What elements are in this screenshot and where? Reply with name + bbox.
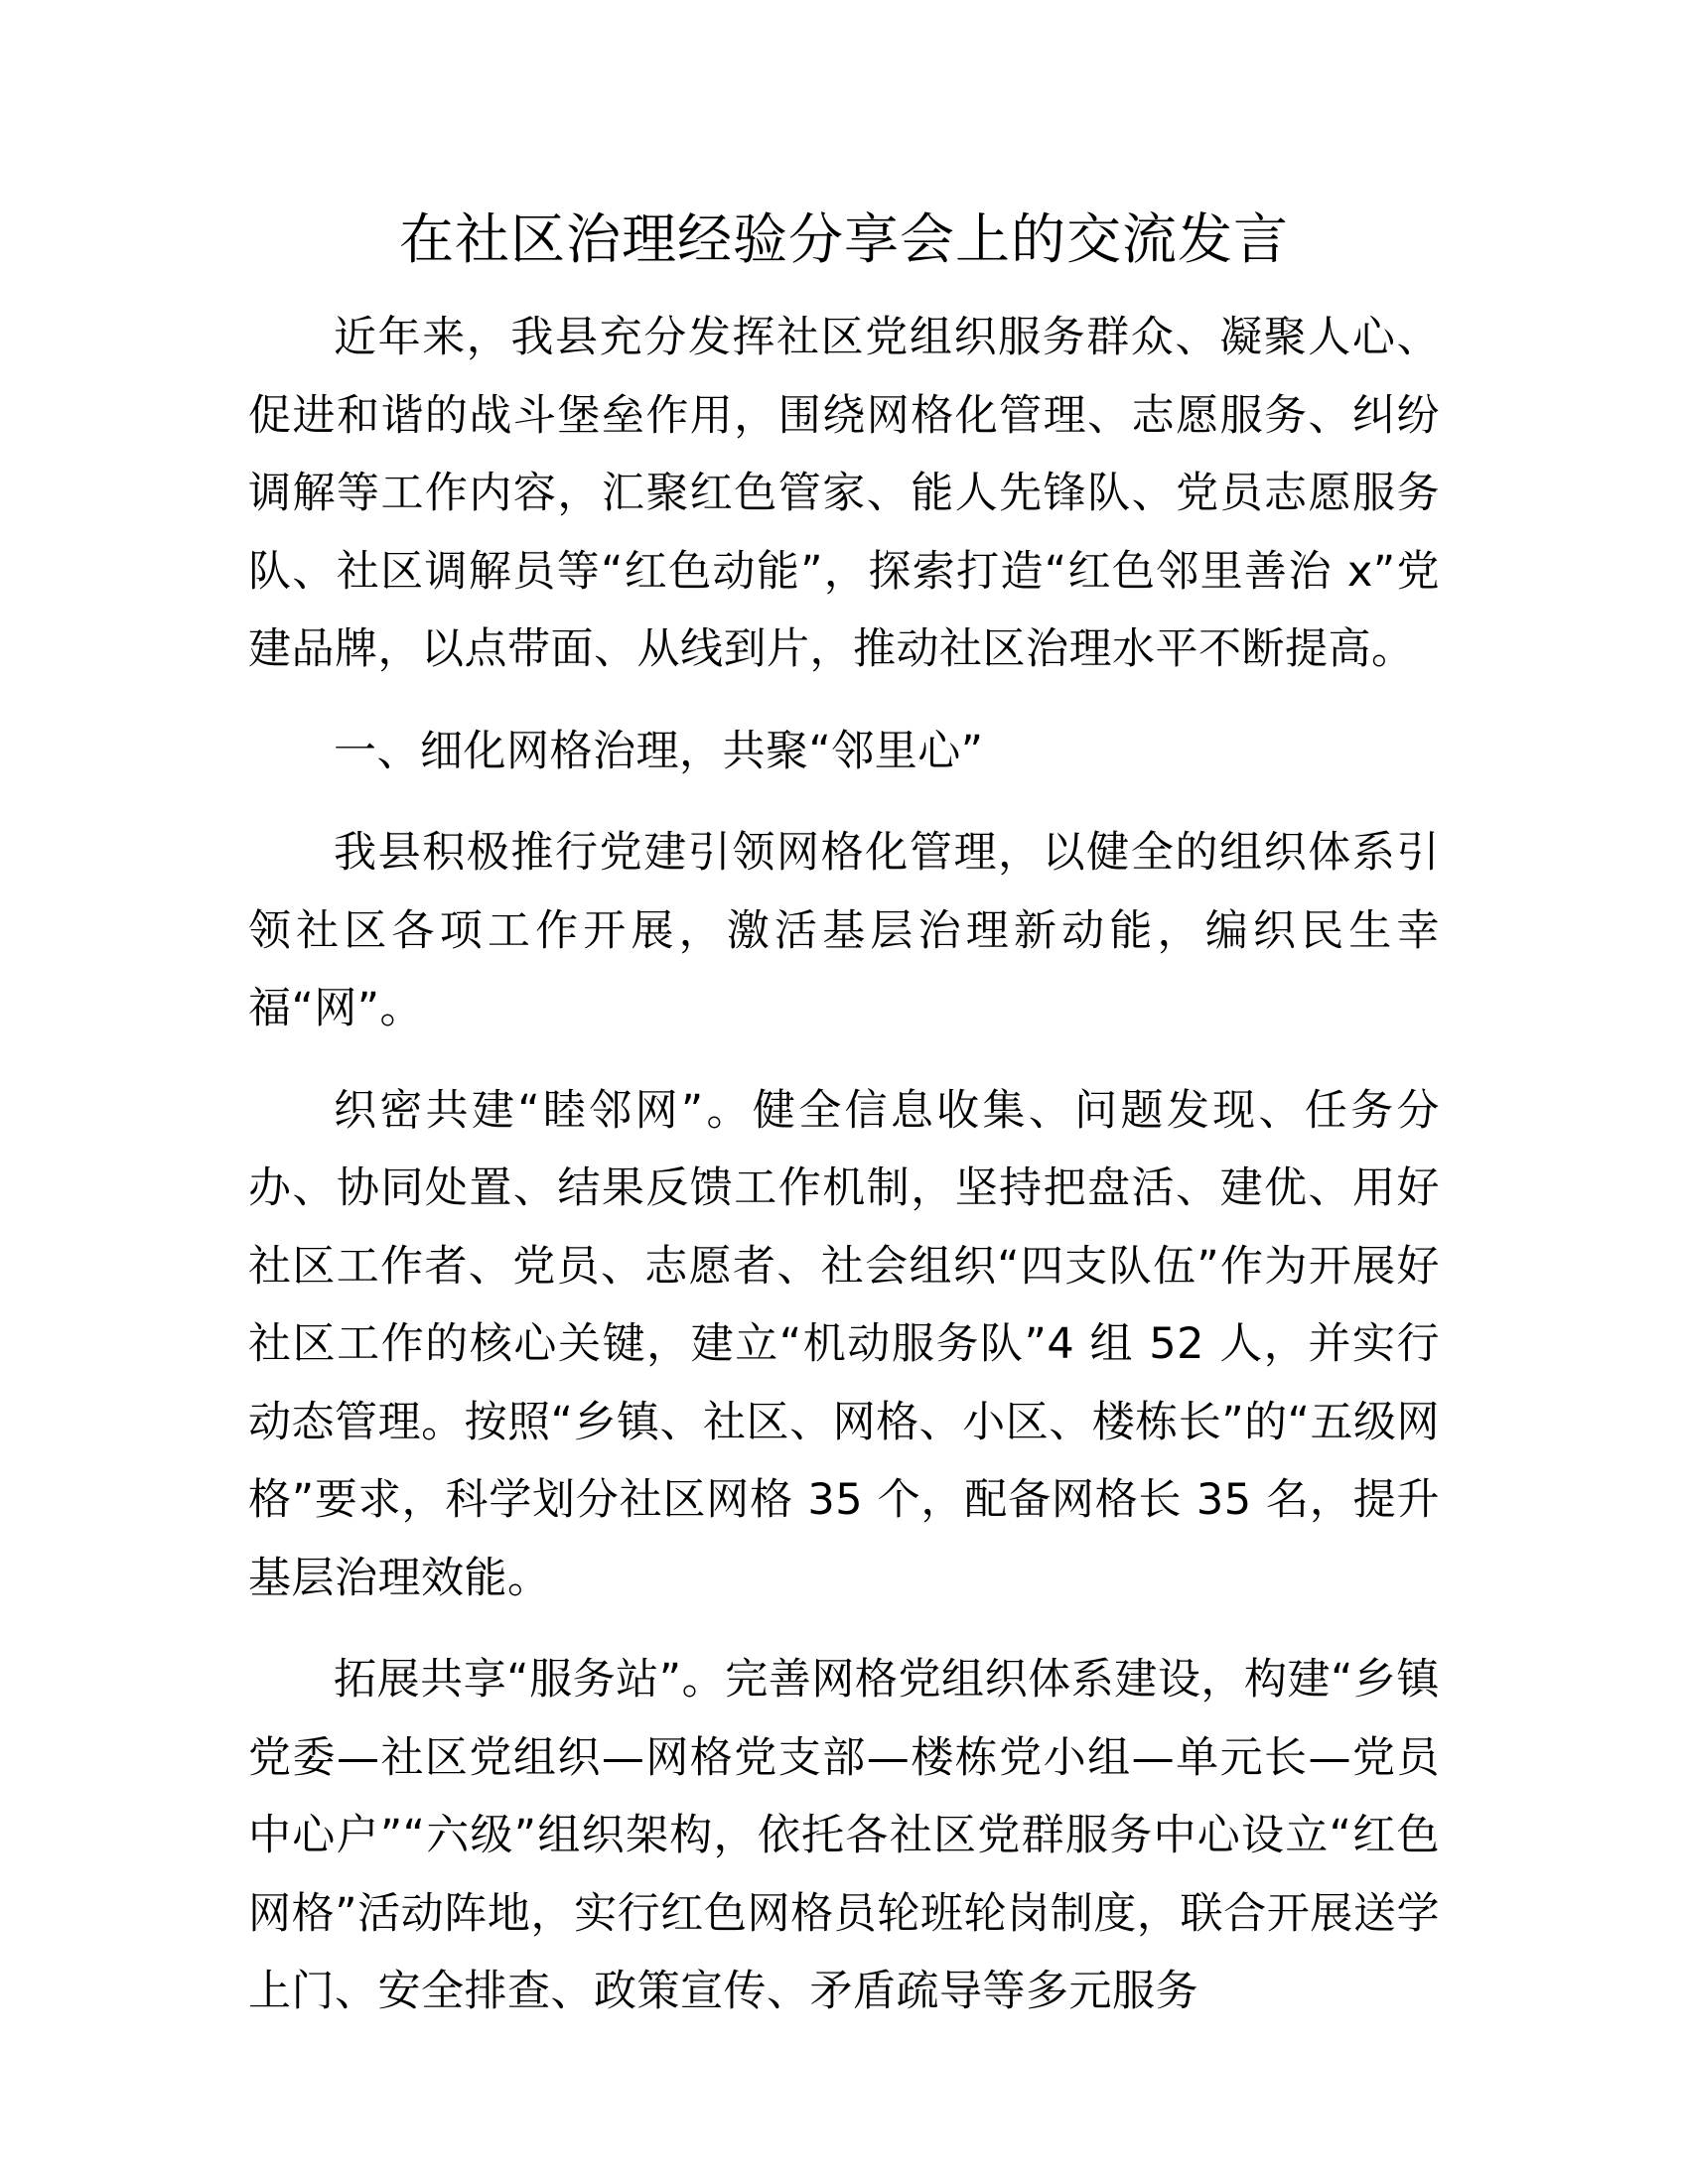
body-paragraph: 我县积极推行党建引领网格化管理，以健全的组织体系引领社区各项工作开展，激活基层治理新动能，编织民生幸福“网”。 xyxy=(248,828,1440,1033)
intro-paragraph: 近年来，我县充分发挥社区党组织服务群众、凝聚人心、促进和谐的战斗堡垒作用，围绕网格化管理、志愿服务、纠纷调解等工作内容，汇聚红色管家、能人先锋队、党员志愿服务队、社区调解员等“红色动能”，探索打造“红色邻里善治 x”党建品牌，以点带面、从线到片，推动社区治理水平不断提高。 xyxy=(248,313,1440,674)
document-body xyxy=(248,299,1440,2055)
body-paragraph: 织密共建“睦邻网”。健全信息收集、问题发现、任务分办、协同处置、结果反馈工作机制，坚持把盘活、建优、用好社区工作者、党员、志愿者、社会组织“四支队伍”作为开展好社区工作的核心关键，建立“机动服务队”4 组 52 人，并实行动态管理。按照“乡镇、社区、网格、小区、楼栋长”的“五级网格”要求，科学划分社区网格 35 个，配备网格长 35 名，提升基层治理效能。 xyxy=(248,1085,1440,1603)
section-heading: 一、细化网格治理，共聚“邻里心” xyxy=(334,726,984,776)
body-paragraph: 拓展共享“服务站”。完善网格党组织体系建设，构建“乡镇党委—社区党组织—网格党支部—楼栋党小组—单元长—党员中心户”“六级”组织架构，依托各社区党群服务中心设立“红色网格”活动阵地，实行红色网格员轮班轮岗制度，联合开展送学上门、安全排查、政策宣传、矛盾疏导等多元服务 xyxy=(248,1655,1440,2016)
document-title: 在社区治理经验分享会上的交流发言 xyxy=(398,207,1289,271)
